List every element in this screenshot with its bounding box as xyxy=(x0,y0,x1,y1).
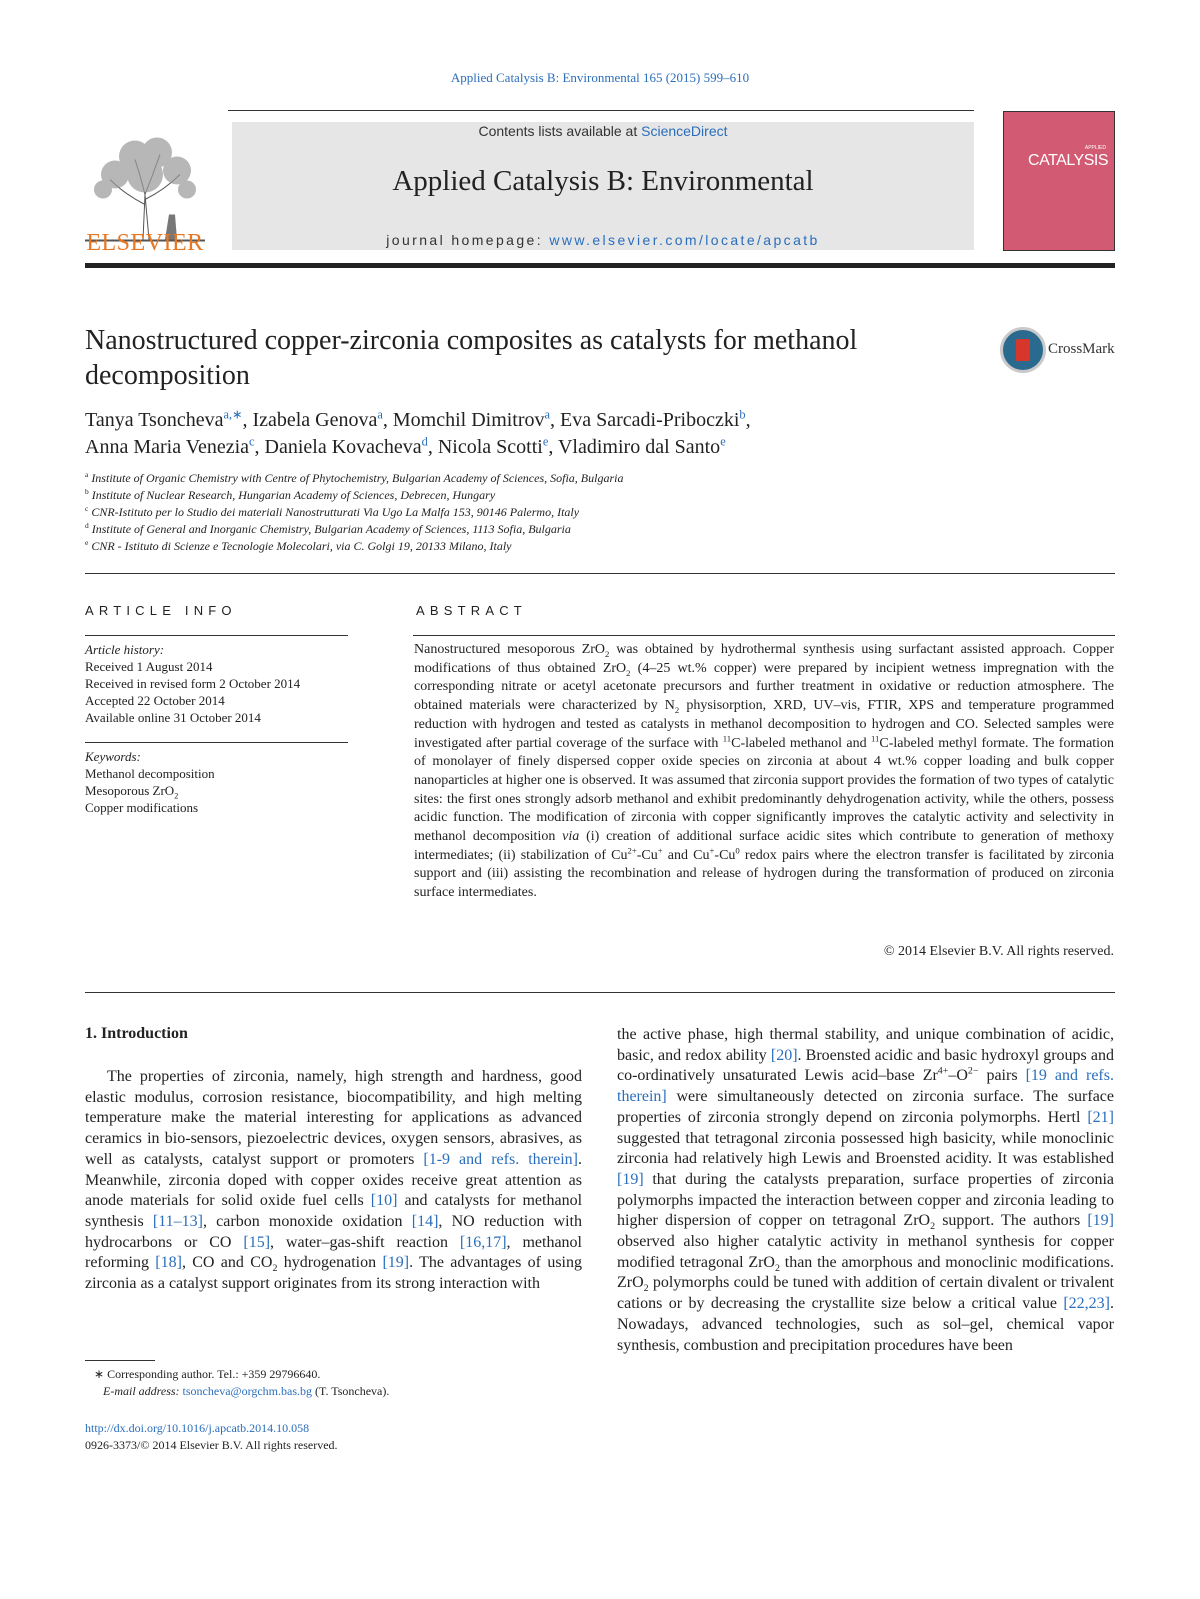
crossmark-badge[interactable] xyxy=(1000,327,1116,375)
section-rule xyxy=(85,573,1115,574)
journal-cover-thumbnail[interactable] xyxy=(1003,111,1115,251)
article-title: Nanostructured copper-zirconia composites as catalysts for methanol decomposition xyxy=(85,325,858,391)
article-info-rule xyxy=(85,635,348,636)
author[interactable]: Vladimiro dal Santo$^e$ xyxy=(557,434,726,458)
masthead-rule xyxy=(85,263,1115,268)
author[interactable]: Eva Sarcadi-Priboczki$^b$ xyxy=(560,407,746,431)
keywords-label: Keywords: xyxy=(85,749,141,764)
reference-link[interactable]: [21] xyxy=(1087,1108,1114,1126)
reference-link[interactable]: [22,23] xyxy=(1063,1295,1110,1313)
history-item: Received in revised form 2 October 2014 xyxy=(85,676,301,691)
header-rule xyxy=(228,110,974,111)
doi-link[interactable]: http://dx.doi.org/10.1016/j.apcatb.2014.10.058 xyxy=(85,1421,310,1435)
journal-title: Applied Catalysis B: Environmental xyxy=(392,165,814,197)
history-item: Available online 31 October 2014 xyxy=(85,710,261,725)
author[interactable]: Anna Maria Venezia$^c$ xyxy=(85,434,255,458)
contents-prefix: Contents lists available at xyxy=(478,123,642,139)
journal-citation[interactable]: Applied Catalysis B: Environmental 165 (2015) 599–610 xyxy=(450,70,750,85)
reference-link[interactable]: [10] xyxy=(370,1192,398,1210)
history-label: Article history: xyxy=(85,642,165,657)
email-link[interactable]: tsoncheva@orgchm.bas.bg xyxy=(182,1384,313,1398)
affiliation: $^b$ Institute of Nuclear Research, Hungarian Academy of Sciences, Debrecen, Hungary xyxy=(85,487,496,502)
author[interactable]: Izabela Genova$^a$ xyxy=(252,407,383,431)
reference-link[interactable]: [15] xyxy=(243,1233,271,1251)
author[interactable]: Daniela Kovacheva$^d$ xyxy=(264,434,428,458)
sciencedirect-link[interactable]: ScienceDirect xyxy=(641,123,728,139)
affiliations xyxy=(85,470,1115,555)
intro-column-right: the active phase, high thermal stability, and unique combination of acidic, basic, and redox ability [20]. Broensted acidic and basic hydroxyl groups and co-ordinatively unsaturated Lewis acid–base $Zr^{4+}-O^{2-}$ pairs [19 and refs. therein] were simultaneously detected on zirconia surface. The surface properties of zirconia strongly depend on zirconia polymorphs. Hertl [21] suggested that tetragonal zirconia possessed high basicity, while monoclinic zirconia had relatively high Lewis and Broensted acidity. It was established [19] that during the catalysts preparation, surface properties of zirconia polymorphs impacted the interaction between copper and zirconia leading to higher dispersion of copper on tetragonal ZrO$_2$ support. The authors [19] observed also higher catalytic activity in methanol synthesis for copper modified tetragonal ZrO$_2$ than the amorphous and monoclinic modifications. ZrO$_2$ polymorphs could be tuned with addition of certain divalent or trivalent cations or by decreasing the crystallite size below a critical value [22,23]. Nowadays, advanced technologies, such as sol–gel, chemical vapor synthesis, combustion and precipitation procedures have been xyxy=(617,1026,1115,1354)
history-item: Received 1 August 2014 xyxy=(85,659,213,674)
contents-line xyxy=(232,123,974,139)
corresponding-author-footnote: ∗ Corresponding author. Tel.: +359 29796640. E-mail address: tsoncheva@orgchm.bas.bg (T. Tsoncheva). xyxy=(94,1367,390,1398)
affiliation: $^a$ Institute of Organic Chemistry with Centre of Phytochemistry, Bulgarian Academy of Sciences, Sofia, Bulgaria xyxy=(85,470,624,485)
author[interactable]: Momchil Dimitrov$^a$ xyxy=(392,407,551,431)
elsevier-wordmark: ELSEVIER xyxy=(86,230,204,256)
cover-title: CATALYSIS xyxy=(1028,152,1108,169)
reference-link[interactable]: [14] xyxy=(411,1212,439,1230)
abstract-heading: ABSTRACT xyxy=(416,603,527,618)
reference-link[interactable]: [19] xyxy=(1087,1212,1114,1230)
body-rule xyxy=(85,992,1115,993)
keyword: Copper modifications xyxy=(85,800,199,815)
author-list: Tanya Tsoncheva$^{a,∗}$, Izabela Genova$^a$, Momchil Dimitrov$^a$, Eva Sarcadi-Priboczki$^b$, Anna Maria Venezia$^c$, Daniela Kovacheva$^d$, Nicola Scotti$^e$, Vladimiro dal Santo$^e$ xyxy=(85,407,751,458)
reference-link[interactable]: [18] xyxy=(155,1254,182,1272)
article-history xyxy=(85,641,348,726)
reference-link[interactable]: [20] xyxy=(770,1046,798,1064)
keywords xyxy=(85,748,348,816)
reference-link[interactable]: [16,17] xyxy=(459,1233,507,1251)
author[interactable]: Nicola Scotti$^e$ xyxy=(437,434,549,458)
affiliation: $^c$ CNR-Istituto per lo Studio dei materiali Nanostrutturati Via Ugo La Malfa 153, 90146 Palermo, Italy xyxy=(85,504,580,519)
reference-link[interactable]: [11–13] xyxy=(152,1212,203,1230)
crossmark-bookmark-icon xyxy=(1016,339,1030,361)
history-item: Accepted 22 October 2014 xyxy=(85,693,225,708)
reference-link[interactable]: [1-9 and refs. therein] xyxy=(423,1150,578,1168)
keyword: Mesoporous ZrO$_2$ xyxy=(85,783,179,801)
crossmark-label: CrossMark xyxy=(1048,341,1115,357)
affiliation: $^d$ Institute of General and Inorganic Chemistry, Bulgarian Academy of Sciences, 1113 Sofia, Bulgaria xyxy=(85,521,571,536)
author[interactable]: Tanya Tsoncheva$^{a,∗}$ xyxy=(85,407,243,431)
abstract-text: Nanostructured mesoporous ZrO$_2$ was obtained by hydrothermal synthesis using surfactant assisted approach. Copper modifications of thus obtained ZrO$_2$ (4–25 wt.% copper) were prepared by incipient wetness impregnation with the corresponding nitrate or acetyl acetonate precursors and further treatment in oxidative or reduction atmosphere. The obtained materials were characterized by $N_2$ physisorption, XRD, UV–vis, FTIR, XPS and temperature programmed reduction with hydrogen and tested as catalysts in methanol decomposition to hydrogen and CO. Selected samples were investigated after partial coverage of the surface with $^{11}$C-labeled methanol and $^{11}$C-labeled methyl formate. The formation of monolayer of finely dispersed copper oxide species on zirconia at about 4 wt.% copper loading and bulk copper nanoparticles at higher one is observed. It was assumed that zirconia support provides the formation of two types of catalytic sites: the first ones strongly adsorb methanol and exhibit predominantly dehydrogenation activity, while the others, possess acidic function. The modification of zirconia with copper significantly improves the catalytic activity and selectivity in methanol decomposition via (i) creation of additional surface acidic sites which contribute to generation of methoxy intermediates; (ii) stabilization of $Cu^{2+}-Cu^+$ and Cu+-Cu$^0$ redox pairs where the electron transfer is facilitated by zirconia support and (iii) assisting the recombination and release of hydrogen during the transformation of produced on zirconia surface intermediates. xyxy=(414,642,1115,901)
affiliation: $^e$ CNR - Istituto di Scienze e Tecnologie Molecolari, via C. Golgi 19, 20133 Milano, Italy xyxy=(85,538,512,553)
reference-link[interactable]: [19] xyxy=(382,1254,410,1272)
footnote-rule xyxy=(85,1360,155,1361)
keyword: Methanol decomposition xyxy=(85,766,215,781)
cover-applied-label: APPLIED xyxy=(1084,145,1106,151)
abstract-rule xyxy=(413,635,1115,636)
reference-link[interactable]: [19] xyxy=(617,1170,644,1188)
keywords-rule xyxy=(85,742,348,743)
introduction-heading: 1. Introduction xyxy=(85,1025,188,1042)
article-info-heading: ARTICLE INFO xyxy=(85,603,237,618)
crossmark-icon xyxy=(1000,327,1046,373)
homepage-line xyxy=(232,232,974,248)
abstract-copyright: © 2014 Elsevier B.V. All rights reserved. xyxy=(883,944,1114,959)
homepage-link[interactable]: www.elsevier.com/locate/apcatb xyxy=(549,232,820,248)
intro-column-left: The properties of zirconia, namely, high strength and hardness, good elastic modulus, corrosion resistance, biocompatibility, and high melting temperature make the material interesting for applications as advanced ceramics in bio-sensors, piezoelectric devices, oxygen sensors, abrasives, as well as catalysts, catalyst support or promoters [1-9 and refs. therein]. Meanwhile, zirconia doped with copper oxides receive great attention as anode materials for solid oxide fuel cells [10] and catalysts for methanol synthesis [11–13], carbon monoxide oxidation [14], NO reduction with hydrocarbons or CO [15], water–gas-shift reaction [16,17], methanol reforming [18], CO and $CO_2$ hydrogenation [19]. The advantages of using zirconia as a catalyst support originates from its strong interaction with xyxy=(85,1068,583,1293)
issn-line: 0926-3373/© 2014 Elsevier B.V. All rights reserved. xyxy=(85,1438,338,1452)
homepage-prefix: journal homepage: xyxy=(386,232,550,248)
reference-link[interactable]: [19 and refs. therein] xyxy=(617,1067,1114,1106)
